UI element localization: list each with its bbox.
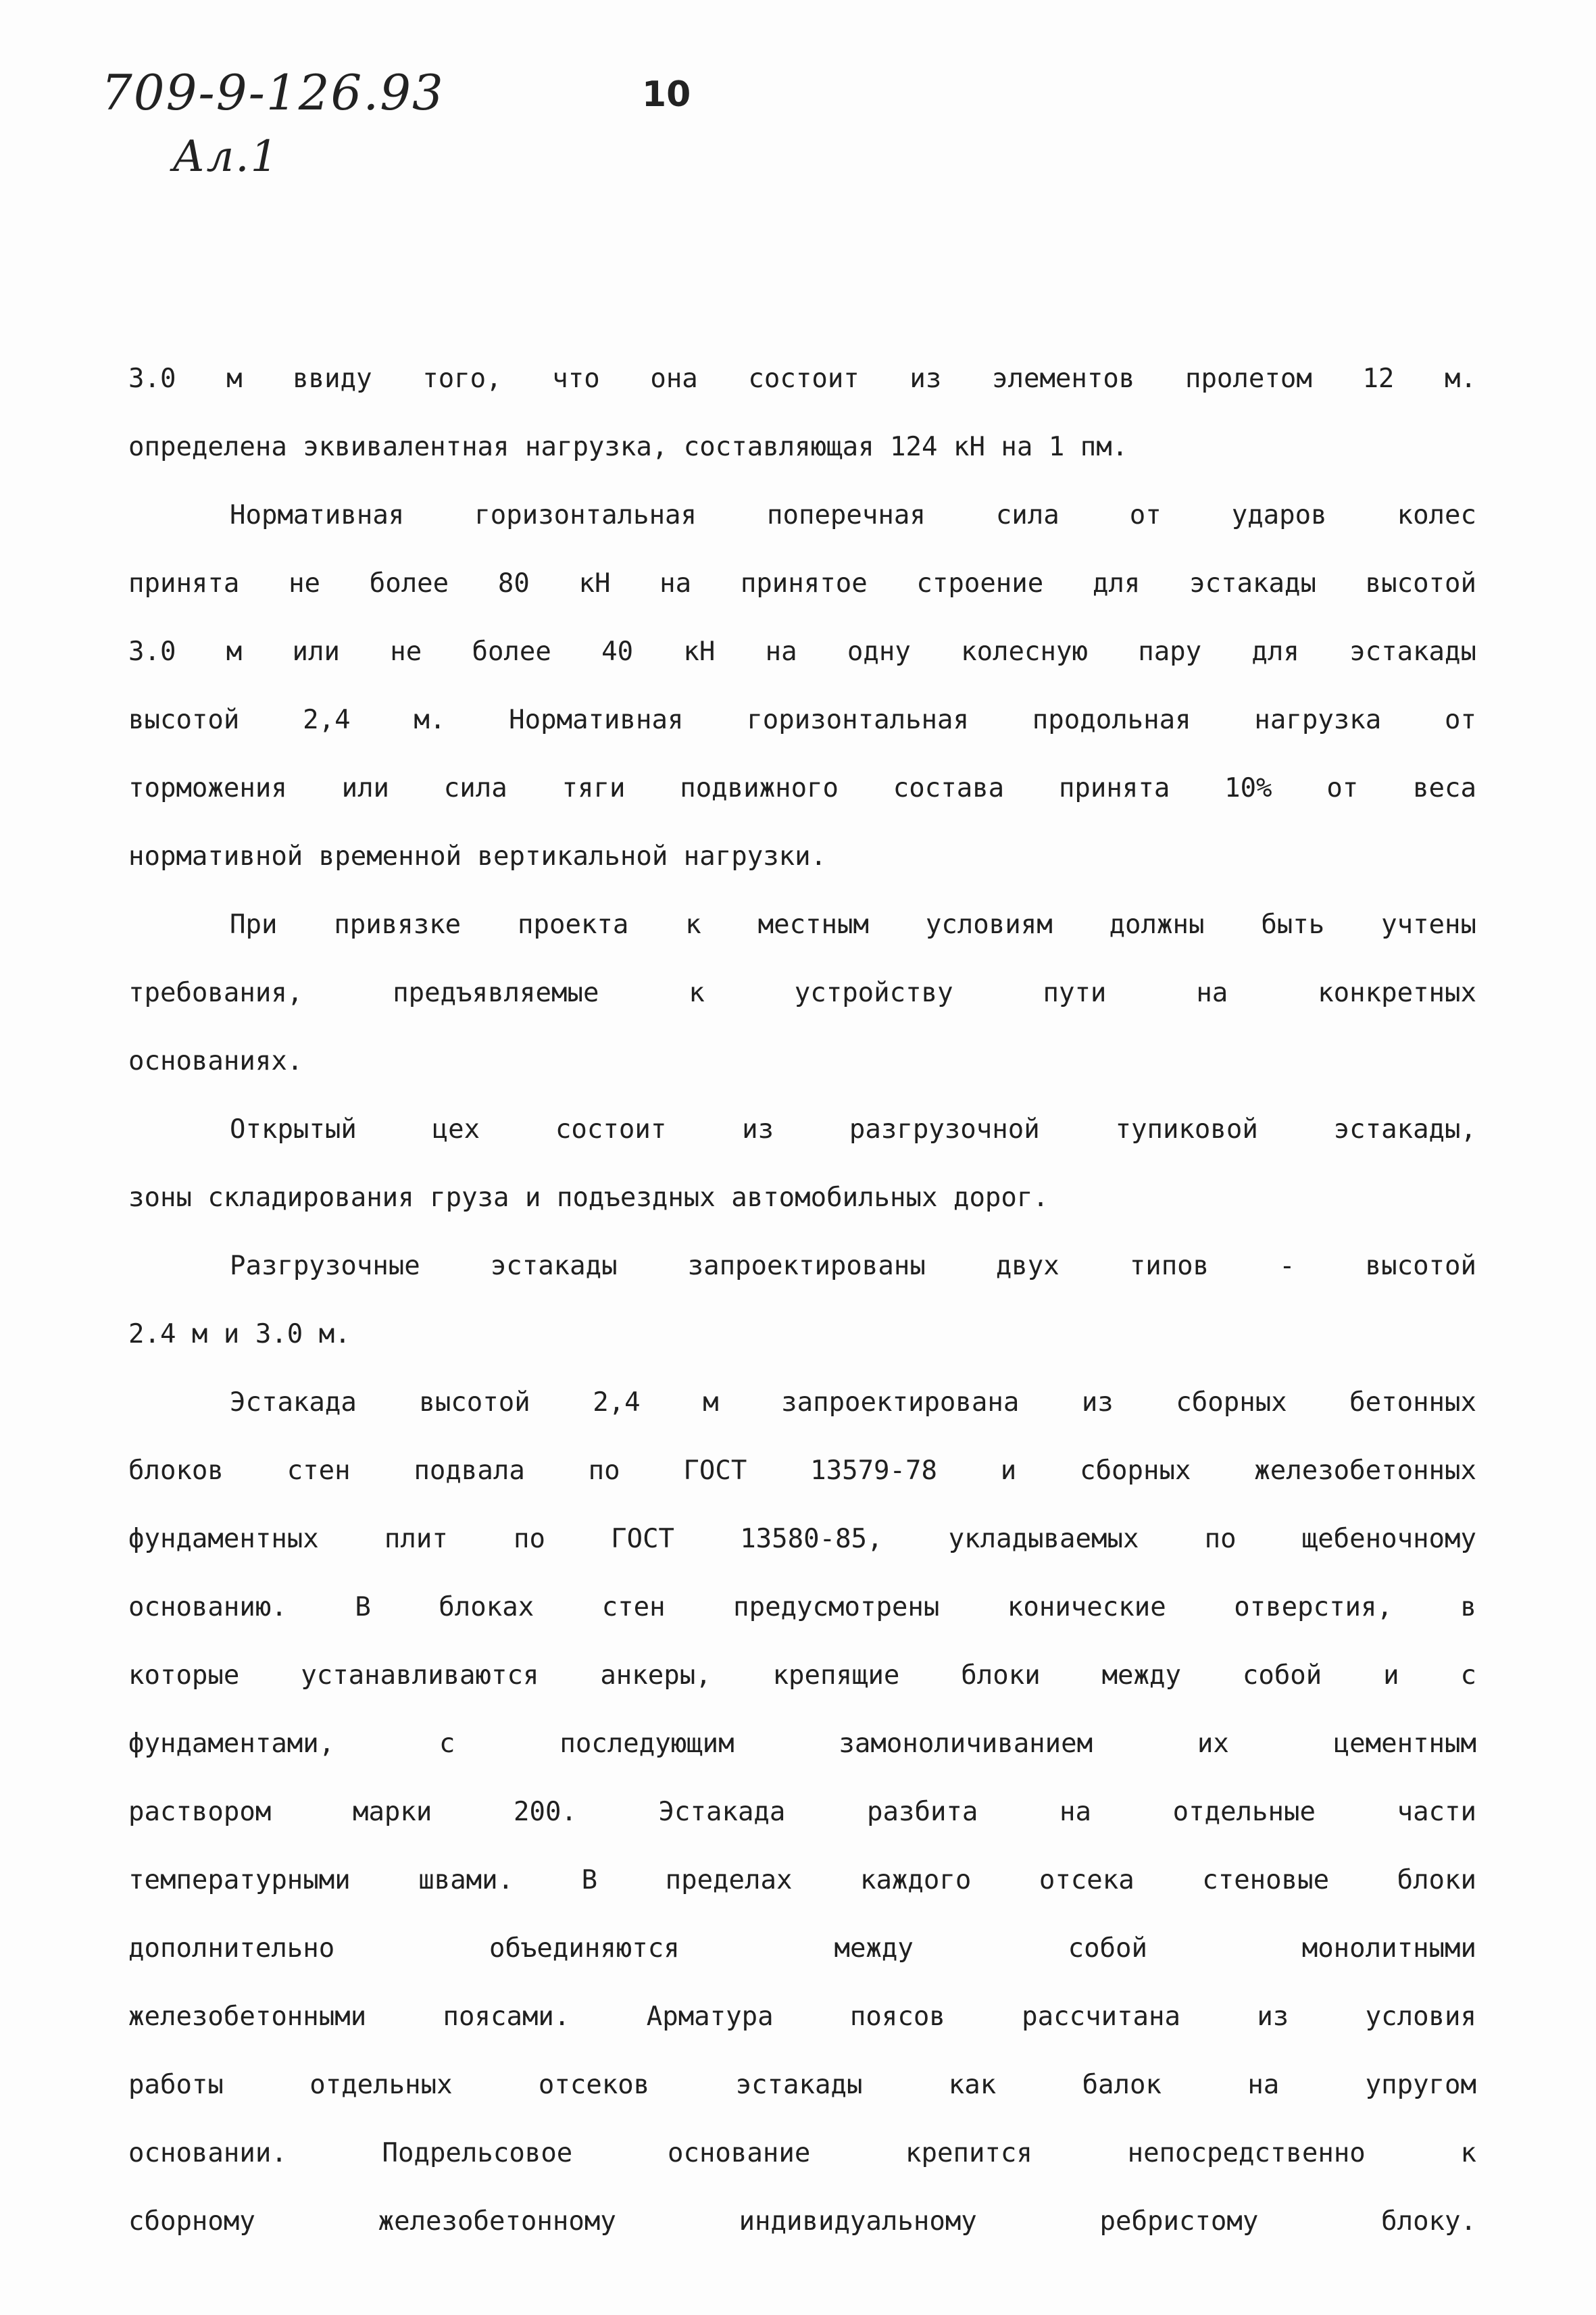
text-line: Открытый цех состоит из разгрузочной тупиковой эстакады, xyxy=(230,1114,1476,1145)
text-line: которые устанавливаются анкеры, крепящие блоки между собой и с xyxy=(128,1660,1476,1691)
text-line: принята не более 80 кН на принятое строение для эстакады высотой xyxy=(128,568,1476,599)
text-line: фундаментных плит по ГОСТ 13580-85, укладываемых по щебеночному xyxy=(128,1524,1476,1554)
text-line: фундаментами, с последующим замоноличиванием их цементным xyxy=(128,1728,1476,1759)
text-line: При привязке проекта к местным условиям должны быть учтены xyxy=(230,910,1476,940)
text-line: требования, предъявляемые к устройству пути на конкретных xyxy=(128,978,1476,1008)
text-line: 2.4 м и 3.0 м. xyxy=(128,1319,351,1349)
text-line: высотой 2,4 м. Нормативная горизонтальная продольная нагрузка от xyxy=(128,705,1476,735)
handwritten-sheet-label: Ал.1 xyxy=(172,132,280,182)
text-line: Нормативная горизонтальная поперечная сила от ударов колес xyxy=(230,500,1476,530)
text-line: основаниях. xyxy=(128,1046,303,1076)
text-line: температурными швами. В пределах каждого отсека стеновые блоки xyxy=(128,1865,1476,1895)
text-line: 3.0 м ввиду того, что она состоит из элементов пролетом 12 м. xyxy=(128,364,1476,394)
text-line: железобетонными поясами. Арматура поясов рассчитана из условия xyxy=(128,2001,1476,2032)
text-line: основании. Подрельсовое основание крепится непосредственно к xyxy=(128,2138,1476,2168)
text-line: дополнительно объединяются между собой монолитными xyxy=(128,1933,1476,1964)
text-line: сборному железобетонному индивидуальному ребристому блоку. xyxy=(128,2206,1476,2237)
text-line: торможения или сила тяги подвижного состава принята 10% от веса xyxy=(128,773,1476,803)
text-line: основанию. В блоках стен предусмотрены конические отверстия, в xyxy=(128,1592,1476,1622)
text-line: определена эквивалентная нагрузка, составляющая 124 кН на 1 пм. xyxy=(128,432,1128,462)
handwritten-doc-code: 709-9-126.93 xyxy=(101,64,445,121)
body-text xyxy=(128,345,1476,2256)
text-line: 3.0 м или не более 40 кН на одну колесную пару для эстакады xyxy=(128,637,1476,667)
text-line: раствором марки 200. Эстакада разбита на отдельные части xyxy=(128,1797,1476,1827)
text-line: Эстакада высотой 2,4 м запроектирована из сборных бетонных xyxy=(230,1387,1476,1418)
page-number: 10 xyxy=(642,74,691,115)
text-line: зоны складирования груза и подъездных автомобильных дорог. xyxy=(128,1183,1049,1213)
text-line: нормативной временной вертикальной нагрузки. xyxy=(128,841,827,872)
text-line: работы отдельных отсеков эстакады как балок на упругом xyxy=(128,2070,1476,2100)
text-line: Разгрузочные эстакады запроектированы двух типов - высотой xyxy=(230,1251,1476,1281)
text-line: блоков стен подвала по ГОСТ 13579-78 и сборных железобетонных xyxy=(128,1455,1476,1486)
